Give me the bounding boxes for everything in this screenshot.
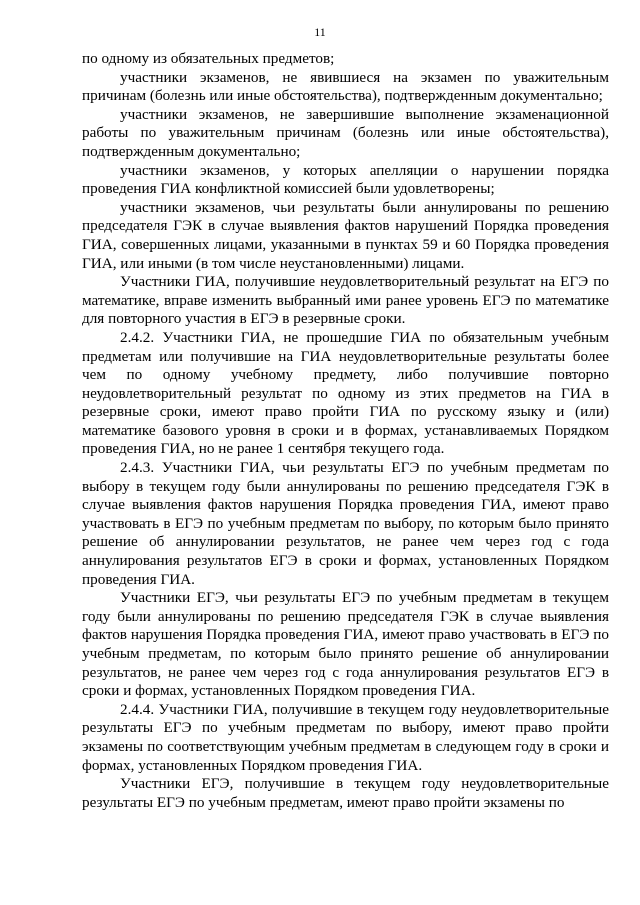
paragraph: 2.4.4. Участники ГИА, получившие в текущем году неудовлетворительные результаты ЕГЭ по учебным предметам по выбору, имеют право пройти экзамены по соответствующим учебным предметам в следующем году в сроки и формах, установленных Порядком проведения ГИА. xyxy=(82,700,609,774)
page-number: 11 xyxy=(314,25,326,39)
paragraph: участники экзаменов, не явившиеся на экзамен по уважительным причинам (болезнь или иные обстоятельства), подтвержденным документально; xyxy=(82,68,609,105)
document-body xyxy=(82,50,609,812)
paragraph: участники экзаменов, не завершившие выполнение экзаменационной работы по уважительным причинам (болезнь или иные обстоятельства), подтвержденным документально; xyxy=(82,105,609,160)
paragraph: 2.4.3. Участники ГИА, чьи результаты ЕГЭ по учебным предметам по выбору в текущем году были аннулированы по решению председателя ГЭК в случае выявления фактов нарушения Порядка проведения ГИА, имеют право участвовать в ЕГЭ по учебным предметам по выбору, по которым было принято решение об аннулировании результатов, не ранее чем через год с года аннулирования результатов ЕГЭ в сроки и формах, установленных Порядком проведения ГИА. xyxy=(82,459,609,588)
paragraph: участники экзаменов, у которых апелляции о нарушении порядка проведения ГИА конфликтной комиссией были удовлетворены; xyxy=(82,161,609,198)
paragraph: участники экзаменов, чьи результаты были аннулированы по решению председателя ГЭК в случае выявления фактов нарушений Порядка проведения ГИА, совершенных лицами, указанными в пунктах 59 и 60 Порядка проведения ГИА, или иными (в том числе неустановленными) лицами. xyxy=(82,198,609,272)
paragraph: 2.4.2. Участники ГИА, не прошедшие ГИА по обязательным учебным предметам или получившие на ГИА неудовлетворительные результаты более чем по одному учебному предмету, либо получившие повторно неудовлетворительный результат по одному из этих предметов на ГИА в резервные сроки, имеют право пройти ГИА по русскому языку и (или) математике базового уровня в сроки и в формах, устанавливаемых Порядком проведения ГИА, но не ранее 1 сентября текущего года. xyxy=(82,328,609,458)
paragraph: по одному из обязательных предметов; xyxy=(82,50,335,67)
paragraph: Участники ЕГЭ, чьи результаты ЕГЭ по учебным предметам в текущем году были аннулированы по решению председателя ГЭК в случае выявления фактов нарушения Порядка проведения ГИА, имеют право участвовать в ЕГЭ по учебным предметам, по которым было принято решение об аннулировании результатов, не ранее чем через год с года аннулирования результатов ЕГЭ в сроки и формах, установленных Порядком проведения ГИА. xyxy=(82,589,609,700)
paragraph: Участники ГИА, получившие неудовлетворительный результат на ЕГЭ по математике, вправе изменить выбранный ими ранее уровень ЕГЭ по математике для повторного участия в ЕГЭ в резервные сроки. xyxy=(82,273,609,328)
paragraph: Участники ЕГЭ, получившие в текущем году неудовлетворительные результаты ЕГЭ по учебным предметам, имеют право пройти экзамены по xyxy=(82,775,609,811)
